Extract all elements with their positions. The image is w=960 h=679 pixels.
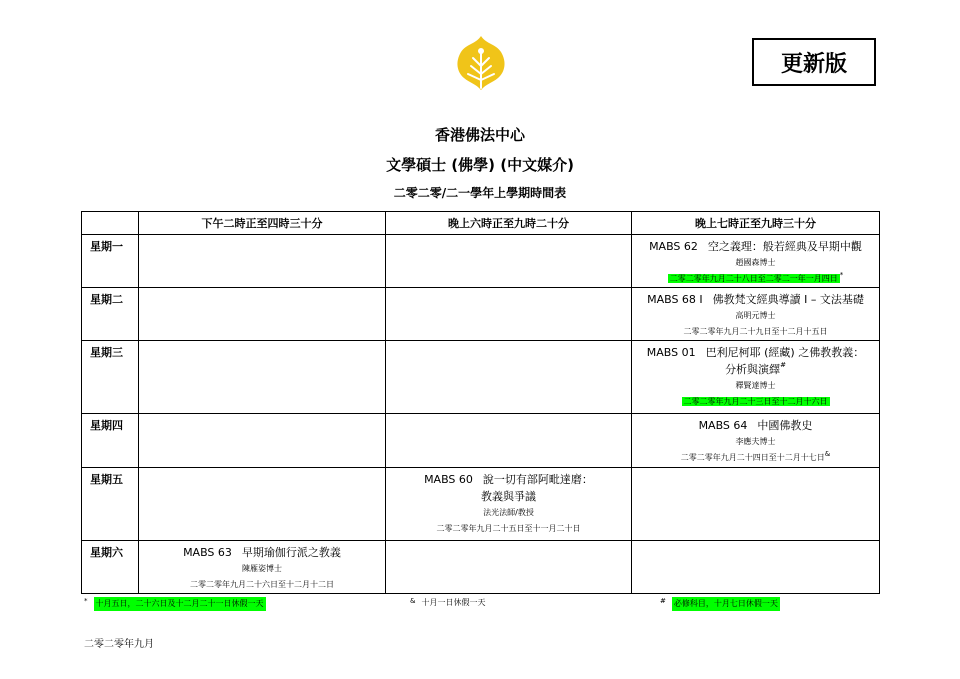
- course-dates: 二零二零年九月二十六日至十二月十二日: [190, 580, 334, 589]
- center-name: 香港佛法中心: [434, 126, 525, 144]
- empty-cell: [632, 468, 880, 541]
- instructor: 法光法師/教授: [483, 508, 534, 517]
- day-label: 星期五: [82, 468, 139, 541]
- course-cell: [632, 341, 880, 414]
- course-dates: 二零二零年九月二十四日至十二月十七日: [680, 453, 825, 462]
- timetable-title: 二零二零/二一學年上學期時間表: [393, 186, 567, 200]
- course-name: 中國佛教史: [757, 419, 813, 432]
- footnote-mark: #: [660, 597, 666, 605]
- course-cell: [632, 288, 880, 341]
- course-code: MABS 62: [649, 240, 698, 253]
- course-dates: 二零二零年九月二十三日至十二月十六日: [683, 397, 828, 406]
- course-name: 空之義理：般若經典及早期中觀: [707, 240, 862, 253]
- course-code: MABS 01: [646, 346, 696, 359]
- course-dates: 二零二零年九月二十五日至十一月二十日: [436, 524, 581, 533]
- instructor: 李應夫博士: [735, 437, 776, 446]
- program-title: 文學碩士 (佛學) (中文媒介): [386, 156, 574, 174]
- instructor: 趙國森博士: [735, 258, 776, 267]
- header-evening-seven: 晚上七時正至九時三十分: [632, 212, 880, 235]
- empty-cell: [139, 235, 386, 288]
- row-tuesday: [82, 288, 880, 341]
- course-cell: [386, 468, 632, 541]
- header-evening-six: 晚上六時正至九時二十分: [386, 212, 632, 235]
- course-cell: [632, 414, 880, 468]
- course-name: 說一切有部阿毗達磨：: [482, 473, 593, 486]
- bodhi-leaf-logo: [452, 34, 510, 92]
- row-friday: [82, 468, 880, 541]
- header-corner: [82, 212, 139, 235]
- course-name: 巴利尼柯耶 (經藏) 之佛教教義：: [705, 346, 865, 359]
- updated-version-badge: 更新版: [752, 38, 876, 86]
- day-label: 星期二: [82, 288, 139, 341]
- footnote-mark: *: [839, 271, 844, 279]
- course-dates: 二零二零年九月二十八日至二零二一年一月四日: [669, 274, 838, 283]
- empty-cell: [632, 541, 880, 594]
- footnote-text: 十月五日，二十六日及十二月二十一日休假一天: [94, 597, 266, 611]
- header-row: [82, 212, 880, 235]
- footnote-text: 必修科目，十月七日休假一天: [672, 597, 780, 611]
- empty-cell: [386, 541, 632, 594]
- day-label: 星期一: [82, 235, 139, 288]
- course-code: MABS 60: [424, 473, 473, 486]
- empty-cell: [139, 341, 386, 414]
- row-wednesday: [82, 341, 880, 414]
- row-thursday: [82, 414, 880, 468]
- footnote-mark: &: [824, 450, 831, 458]
- footnote-text: 十月一日休假一天: [421, 598, 486, 607]
- course-code: MABS 63: [183, 546, 232, 559]
- empty-cell: [139, 288, 386, 341]
- timetable: [81, 211, 880, 594]
- instructor: 陳雁姿博士: [242, 564, 282, 573]
- instructor: 釋賢達博士: [735, 381, 776, 390]
- empty-cell: [139, 414, 386, 468]
- footnote-asterisk: [84, 597, 266, 611]
- day-label: 星期四: [82, 414, 139, 468]
- header-afternoon: 下午二時正至四時三十分: [139, 212, 386, 235]
- empty-cell: [139, 468, 386, 541]
- course-code: MABS 68 I: [647, 293, 703, 306]
- course-cell: [139, 541, 386, 594]
- footnote-hash: [660, 597, 780, 611]
- document-date: 二零二零年九月: [84, 639, 154, 650]
- empty-cell: [386, 414, 632, 468]
- course-name-line2: 分析與演繹: [725, 363, 781, 376]
- course-cell: [632, 235, 880, 288]
- row-saturday: [82, 541, 880, 594]
- instructor: 高明元博士: [735, 311, 776, 320]
- footnote-mark: #: [780, 361, 786, 369]
- empty-cell: [386, 288, 632, 341]
- row-monday: [82, 235, 880, 288]
- footnote-ampersand: [410, 597, 485, 608]
- course-code: MABS 64: [698, 419, 748, 432]
- course-dates: 二零二零年九月二十九日至十二月十五日: [683, 327, 828, 336]
- footnote-mark: &: [410, 597, 416, 605]
- empty-cell: [386, 341, 632, 414]
- course-name: 佛教梵文經典導讀 I – 文法基礎: [712, 293, 864, 306]
- footnote-mark: *: [84, 597, 88, 605]
- course-name-line2: 教義與爭議: [481, 490, 536, 503]
- empty-cell: [386, 235, 632, 288]
- day-label: 星期六: [82, 541, 139, 594]
- day-label: 星期三: [82, 341, 139, 414]
- course-name: 早期瑜伽行派之教義: [241, 546, 341, 559]
